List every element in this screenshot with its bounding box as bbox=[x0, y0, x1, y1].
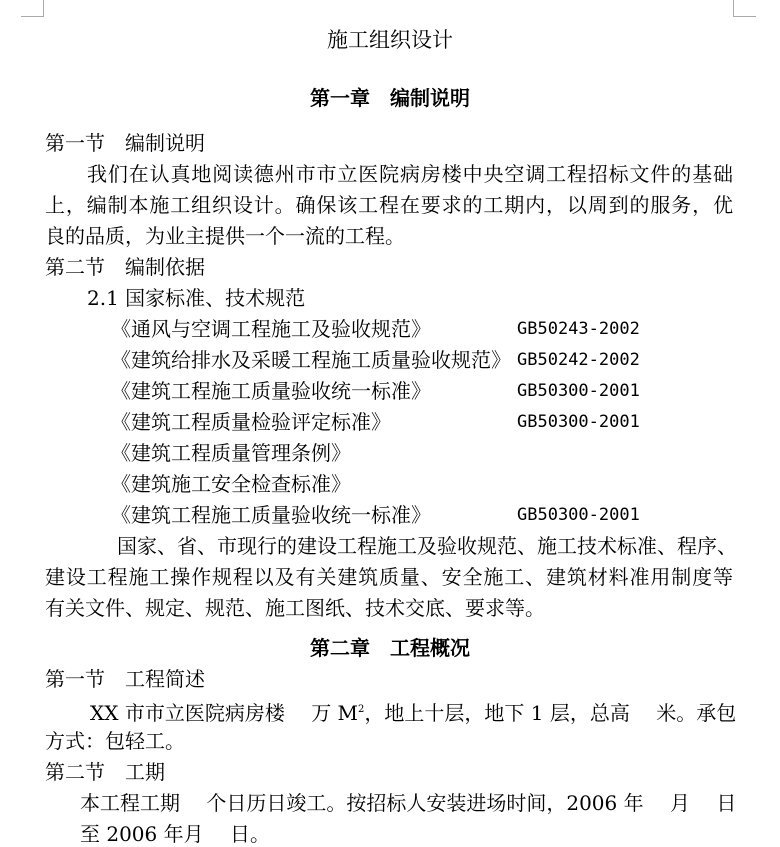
standard-code: GB50242-2002 bbox=[517, 350, 640, 370]
standard-code: GB50300-2001 bbox=[517, 381, 640, 401]
paragraph-line: 至 2006 年月 日。 bbox=[80, 822, 270, 846]
document-title: 施工组织设计 bbox=[327, 28, 453, 52]
standard-name: 《建筑工程质量管理条例》 bbox=[111, 441, 351, 465]
section-heading: 第二节 编制依据 bbox=[45, 255, 205, 279]
paragraph-line: 国家、省、市现行的建设工程施工及验收规范、施工技术标准、程序、 bbox=[117, 534, 737, 558]
paragraph-line: 上，编制本施工组织设计。确保该工程在要求的工期内，以周到的服务，优 bbox=[45, 193, 733, 217]
paragraph-line: 本工程工期 个日历日竣工。按招标人安装进场时间，2006 年 月 日 bbox=[80, 791, 737, 815]
standard-code: GB50300-2001 bbox=[517, 505, 640, 525]
standard-name: 《建筑工程施工质量验收统一标准》 bbox=[111, 379, 431, 403]
paragraph-line: 我们在认真地阅读德州市市立医院病房楼中央空调工程招标文件的基础 bbox=[87, 162, 733, 186]
standard-name: 《建筑工程施工质量验收统一标准》 bbox=[111, 503, 431, 527]
page-corner-mark-right bbox=[733, 0, 756, 17]
section-heading: 第一节 工程简述 bbox=[45, 667, 205, 691]
chapter-1-title: 第一章 编制说明 bbox=[310, 86, 470, 110]
section-heading: 第一节 编制说明 bbox=[45, 131, 205, 155]
standard-code: GB50243-2002 bbox=[517, 319, 640, 339]
paragraph-line: 有关文件、规定、规范、施工图纸、技术交底、要求等。 bbox=[45, 596, 545, 620]
paragraph-line: 建设工程施工操作规程以及有关建筑质量、安全施工、建筑材料准用制度等 bbox=[45, 565, 733, 589]
chapter-2-title: 第二章 工程概况 bbox=[310, 636, 470, 660]
standard-name: 《建筑给排水及采暖工程施工质量验收规范》 bbox=[111, 348, 511, 372]
section-heading: 第二节 工期 bbox=[45, 760, 165, 784]
standard-name: 《通风与空调工程施工及验收规范》 bbox=[111, 317, 431, 341]
subsection-heading: 2.1 国家标准、技术规范 bbox=[87, 286, 306, 310]
paragraph-line: 良的品质，为业主提供一个一流的工程。 bbox=[45, 224, 405, 248]
paragraph-line: 方式：包轻工。 bbox=[45, 729, 185, 753]
paragraph-line: XX 市市立医院病房楼 万 $M^2$，地上十层，地下 1 层，总高 米。承包 bbox=[90, 701, 737, 725]
standard-name: 《建筑施工安全检查标准》 bbox=[111, 472, 351, 496]
standard-code: GB50300-2001 bbox=[517, 412, 640, 432]
standard-name: 《建筑工程质量检验评定标准》 bbox=[111, 410, 391, 434]
page-corner-mark-left bbox=[21, 0, 44, 17]
